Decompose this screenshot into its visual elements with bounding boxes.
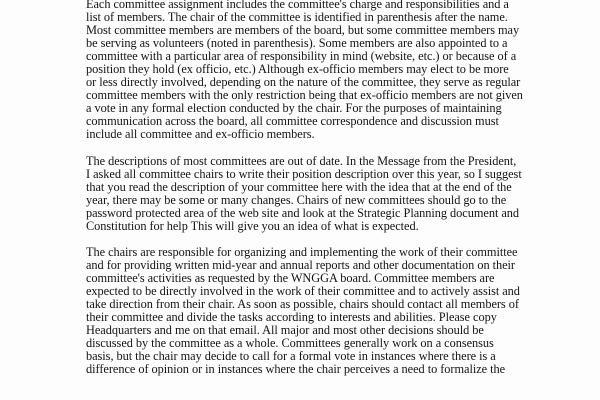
document-body [86, 0, 536, 389]
text-line: and for providing written mid-year and annual reports and other documentation on their [86, 257, 515, 272]
paragraph-committee-membership [86, 0, 536, 142]
text-line: committee's activities as requested by the WNGGA board. Committee members are [86, 270, 495, 285]
text-line: list of members. The chair of the committee is identified in parenthesis after the name. [86, 10, 508, 25]
text-line: Each committee assignment includes the committee's charge and responsibilities and a [86, 0, 509, 11]
text-line: The descriptions of most committees are out of date. In the Message from the President, [86, 153, 517, 168]
text-line: basis, but the chair may decide to call for a formal vote in instances where there is a [86, 349, 496, 364]
text-line: be serving as volunteers (noted in parenthesis). Some members are also appointed to a [86, 36, 508, 51]
text-line: Constitution for help This will give you an idea of what is expected. [86, 218, 419, 233]
text-line: committee with a particular area of responsibility in mind (website, etc.) or because of a [86, 49, 517, 64]
text-line: include all committee and ex-officio members. [86, 127, 315, 142]
text-line: their committee and divide the tasks according to interests and abilities. Please copy [86, 310, 497, 325]
text-line: expected to be directly involved in the work of their committee and to actively assist and [86, 283, 520, 298]
text-line: communication across the board, all committee correspondence and discussion must [86, 114, 499, 129]
text-line: or less directly involved, depending on the nature of the committee, they serve as regular [86, 75, 521, 90]
text-line: The chairs are responsible for organizing and implementing the work of their committee [86, 244, 518, 259]
text-line: Headquarters and me on that email. All major and most other decisions should be [86, 323, 484, 338]
text-line: password protected area of the web site and look at the Strategic Planning document and [86, 205, 520, 220]
text-line: Most committee members are members of the board, but some committee members may [86, 23, 520, 38]
text-line: difference of opinion or in instances where the chair perceives a need to formalize the [86, 362, 506, 377]
text-line: position they hold (ex officio, etc.) Although ex-officio members may elect to be more [86, 62, 509, 77]
text-line: discussed by the committee as a whole. Committees generally work on a consensus [86, 336, 494, 351]
paragraph-committee-descriptions [86, 155, 536, 233]
paragraph-chair-responsibilities [86, 246, 536, 376]
text-line: that you read the description of your committee here with the idea that at the end of the [86, 179, 512, 194]
text-line: take direction from their chair. As soon as possible, chairs should contact all members of [86, 296, 519, 311]
text-line: a vote in any formal election conducted by the chair. For the purposes of maintaining [86, 101, 502, 116]
text-line: year, there may be some or many changes. Chairs of new committees should go to the [86, 192, 507, 207]
text-line: committee members with the only restriction being that ex-officio members are not given [86, 88, 523, 103]
text-line: I asked all committee chairs to write their position description over this year, so I suggest [86, 166, 522, 181]
